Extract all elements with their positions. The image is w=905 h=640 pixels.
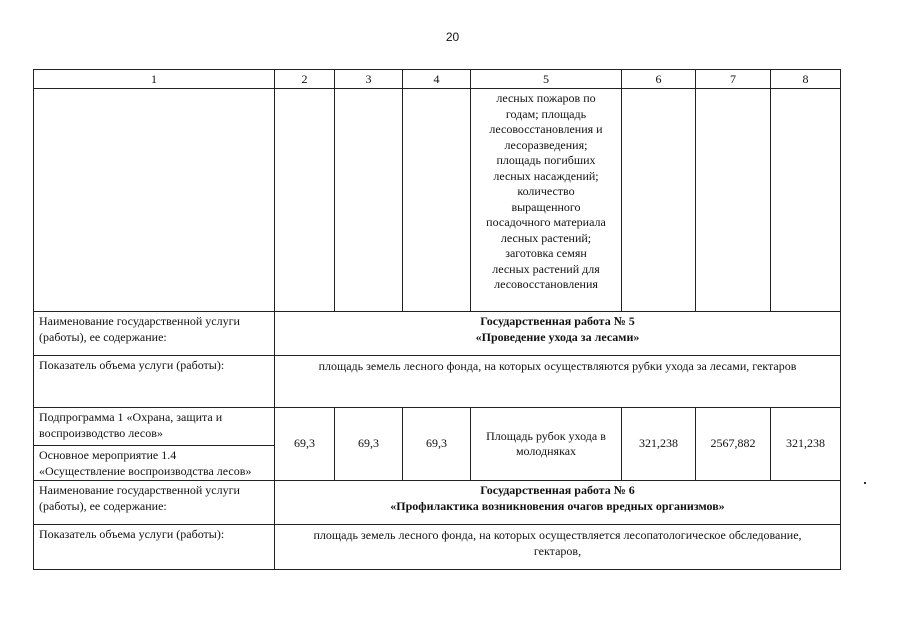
column-header-2: 2 <box>275 70 335 89</box>
indicator-name <box>471 408 622 481</box>
indicator-line: лесных насаждений; <box>493 168 599 183</box>
continuation-row <box>34 89 841 312</box>
value-col2: 69,3 <box>275 408 335 481</box>
column-header-4: 4 <box>403 70 471 89</box>
work5-measure <box>275 356 841 408</box>
value-col8: 321,238 <box>771 408 841 481</box>
cell-empty <box>34 89 275 312</box>
service-name-label <box>34 312 275 356</box>
column-header-5: 5 <box>471 70 622 89</box>
work5-title-row <box>34 312 841 356</box>
column-header-8: 8 <box>771 70 841 89</box>
cell-empty <box>622 89 696 312</box>
cell-empty <box>335 89 403 312</box>
indicator-line: лесовосстановления и <box>489 122 603 136</box>
subprogram-row <box>34 408 841 446</box>
label-line: Подпрограмма 1 «Охрана, защита и <box>39 410 223 424</box>
work6-measure-row <box>34 525 841 570</box>
work5-title <box>275 312 841 356</box>
indicator-list-cell <box>471 89 622 312</box>
subprogram-label <box>34 408 275 446</box>
scan-speck <box>864 482 866 484</box>
indicator-line: лесных пожаров по <box>496 91 596 105</box>
indicator-line: заготовка семян <box>505 246 587 260</box>
volume-indicator-label: Показатель объема услуги (работы): <box>34 525 275 570</box>
service-name-label <box>34 481 275 525</box>
data-table <box>33 69 841 570</box>
indicator-line: лесных растений для <box>492 261 600 276</box>
label-line: Наименование государственной услуги <box>39 483 240 497</box>
indicator-line: посадочного материала <box>486 215 606 229</box>
volume-indicator-label: Показатель объема услуги (работы): <box>34 356 275 408</box>
indicator-line: лесовосстановления <box>494 277 598 291</box>
column-number-row <box>34 70 841 89</box>
work6-measure <box>275 525 841 570</box>
indicator-line: лесоразведения; <box>504 137 588 152</box>
measure-line: площадь земель лесного фонда, на которых осуществляется лесопатологическое обследование, <box>313 528 802 542</box>
measure-line: площадь земель лесного фонда, на которых осуществляются рубки ухода за лесами, гектаров <box>318 359 797 373</box>
column-header-6: 6 <box>622 70 696 89</box>
label-line: «Осуществление воспроизводства лесов» <box>39 463 252 478</box>
value-col3: 69,3 <box>335 408 403 481</box>
label-line: Наименование государственной услуги <box>39 314 240 328</box>
column-header-7: 7 <box>696 70 771 89</box>
measure-line: гектаров, <box>533 543 582 558</box>
value-col7: 2567,882 <box>696 408 771 481</box>
work-name: «Проведение ухода за лесами» <box>475 329 640 344</box>
value-col6: 321,238 <box>622 408 696 481</box>
work-number: Государственная работа № 5 <box>480 314 635 328</box>
indicator-line: лесных растений; <box>500 230 592 245</box>
indicator-line: площадь погибших <box>496 153 596 167</box>
value-col4: 69,3 <box>403 408 471 481</box>
work5-measure-row <box>34 356 841 408</box>
label-line: Основное мероприятие 1.4 <box>39 448 177 462</box>
column-header-1: 1 <box>34 70 275 89</box>
column-header-3: 3 <box>335 70 403 89</box>
cell-empty <box>403 89 471 312</box>
cell-empty <box>696 89 771 312</box>
work6-title-row <box>34 481 841 525</box>
indicator-line: количество <box>517 184 575 198</box>
indicator-line: молодняках <box>515 444 577 458</box>
label-line: (работы), ее содержание: <box>39 329 167 344</box>
cell-empty <box>771 89 841 312</box>
work6-title <box>275 481 841 525</box>
page-number: 20 <box>445 30 460 44</box>
work-name: «Профилактика возникновения очагов вредных организмов» <box>390 498 725 513</box>
indicator-line: годам; площадь <box>505 106 587 121</box>
work-number: Государственная работа № 6 <box>480 483 635 497</box>
indicator-line: выращенного <box>511 199 581 214</box>
indicator-line: Площадь рубок ухода в <box>486 428 606 443</box>
label-line: (работы), ее содержание: <box>39 498 167 513</box>
label-line: воспроизводство лесов» <box>39 425 163 440</box>
cell-empty <box>275 89 335 312</box>
main-activity-label <box>34 446 275 481</box>
